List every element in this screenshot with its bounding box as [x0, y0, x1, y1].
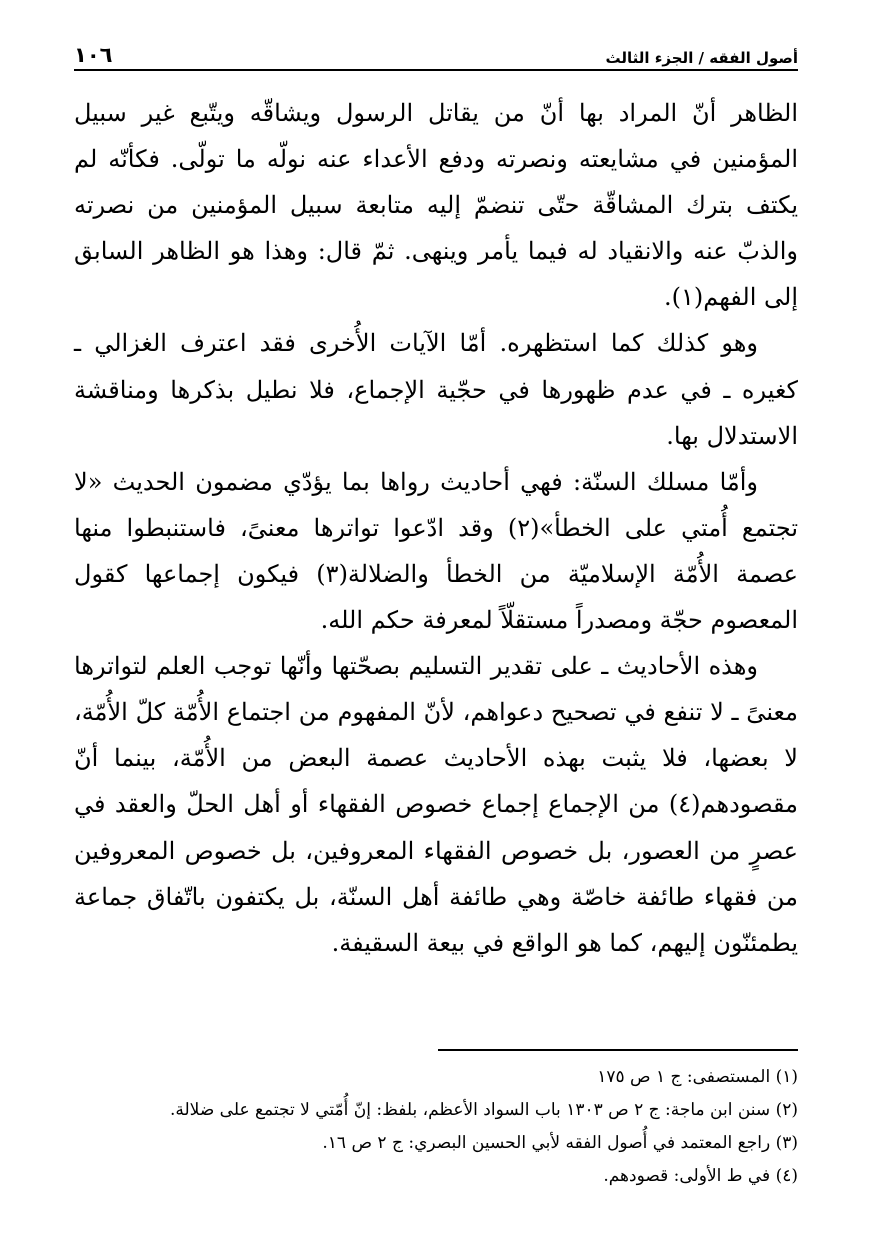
paragraph-2: وهو كذلك كما استظهره. أمّا الآيات الأُخرى فقد اعترف الغزالي ـ كغيره ـ في عدم ظهورها في حجّية الإجماع، فلا نطيل بذكرها ومناقشة الاستدلال بها. — [74, 329, 798, 450]
paragraph-4: وهذه الأحاديث ـ على تقدير التسليم بصحّتها وأنّها توجب العلم لتواترها معنىً ـ لا تنفع في تصحيح دعواهم، لأنّ المفهوم من اجتماع الأُمّة كلّ الأُمّة، لا بعضها، فلا يثبت بهذه الأحاديث عصمة البعض من الأُمّة، بينما أنّ مقصودهم(٤) من الإجماع إجماع خصوص الفقهاء أو أهل الحلّ والعقد في عصرٍ من العصور، بل خصوص الفقهاء المعروفين، بل خصوص المعروفين من فقهاء طائفة خاصّة وهي طائفة أهل السنّة، بل يكتفون باتّفاق جماعة يطمئنّون إليهم، كما هو الواقع في بيعة السقيفة. — [74, 652, 798, 957]
body-text — [74, 90, 798, 966]
footnote-3: (٣) راجع المعتمد في أُصول الفقه لأبي الحسين البصري: ج ٢ ص ١٦. — [322, 1133, 798, 1153]
footnote-2: (٢) سنن ابن ماجة: ج ٢ ص ١٣٠٣ باب السواد الأعظم، بلفظ: إنّ أُمّتي لا تجتمع على ضلالة. — [169, 1100, 798, 1120]
footnote-1: (١) المستصفى: ج ١ ص ١٧٥ — [597, 1067, 798, 1087]
footnote-4: (٤) في ط الأولى: قصودهم. — [603, 1166, 798, 1186]
paragraph-3: وأمّا مسلك السنّة: فهي أحاديث رواها بما يؤدّي مضمون الحديث «لا تجتمع أُمتي على الخطأ»(٢) وقد ادّعوا تواترها معنىً، فاستنبطوا منها عصمة الأُمّة الإسلاميّة من الخطأ والضلالة(٣) فيكون إجماعها كقول المعصوم حجّة ومصدراً مستقلّاً لمعرفة حكم الله. — [74, 467, 798, 635]
footnote-divider — [438, 1049, 798, 1051]
running-title: أصول الفقه / الجزء الثالث — [605, 49, 798, 67]
page-number: ١٠٦ — [74, 43, 113, 67]
page-header — [74, 36, 798, 71]
paragraph-1: الظاهر أنّ المراد بها أنّ من يقاتل الرسول ويشاقّه ويتّبع غير سبيل المؤمنين في مشايعته ونصرته ودفع الأعداء عنه نولّه ما تولّى. فكأنّه لم يكتف بترك المشاقّة حتّى تنضمّ إليه متابعة سبيل المؤمنين من نصرته والذبّ عنه والانقياد له فيما يأمر وينهى. ثمّ قال: وهذا هو الظاهر السابق إلى الفهم(١). — [74, 99, 798, 312]
footnotes — [74, 1061, 798, 1193]
